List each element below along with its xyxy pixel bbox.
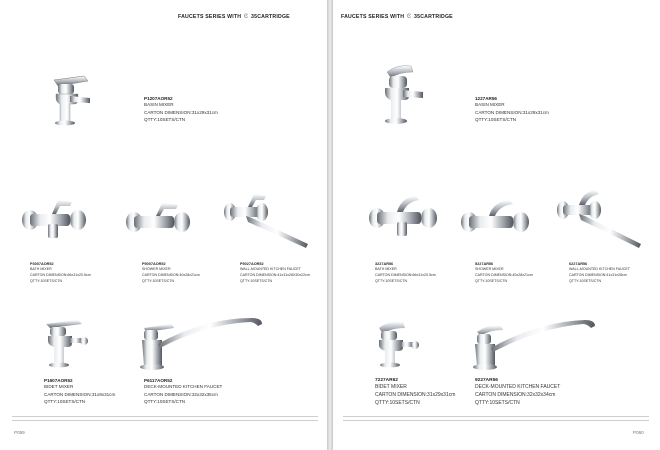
carton-dimension: CARTON DIMENSION:31x9x31cm: [44, 391, 116, 397]
product-code: 9227AR56: [475, 378, 498, 383]
quantity: QTTY:10SETS/CTN: [375, 279, 408, 283]
product-code: P5007AOR52: [142, 262, 166, 266]
product-wall-kitchen-faucet: [240, 262, 310, 284]
product-code: P5027AOR52: [240, 262, 264, 266]
footer-divider: [12, 416, 318, 417]
deck-kitchen-faucet-image: [467, 314, 601, 376]
bath-mixer-image: [367, 190, 445, 242]
footer-divider: [343, 416, 649, 417]
page-header: [178, 14, 290, 20]
carton-dimension: CARTON DIMENSION:66x31x20.5cm: [375, 273, 436, 277]
quantity: QTTY:10SETS/CTN: [142, 279, 175, 283]
product-basin-mixer: [475, 96, 549, 124]
page-number: P060: [633, 430, 644, 435]
footer-divider: [343, 420, 649, 421]
left-catalog-page: [0, 0, 327, 450]
product-code: 3227AR56: [375, 262, 394, 266]
bath-mixer-image: [20, 196, 94, 242]
bidet-mixer-image: [42, 316, 92, 372]
product-name: BATH MIXER: [30, 267, 52, 271]
product-bath-mixer: [375, 262, 436, 284]
header-prefix: FAUCETS SERIES WITH: [178, 14, 242, 20]
page-header: [341, 14, 453, 20]
product-code: P6117AOR52: [144, 378, 173, 383]
carton-dimension: CARTON DIMENSION:31x29x31cm: [475, 109, 549, 115]
carton-dimension: CARTON DIMENSION:32x32x34cm: [475, 392, 556, 399]
product-name: WALL-MOUNTED KITCHEN FAUCET: [569, 267, 630, 271]
quantity: QTTY:10SETS/CTN: [475, 279, 508, 283]
product-bidet-mixer: [375, 378, 455, 408]
basin-mixer-image: [377, 62, 429, 130]
basin-mixer-image: [48, 72, 96, 130]
product-code: P3007AOR52: [30, 262, 54, 266]
product-code: 7227AR62: [375, 378, 398, 383]
footer-divider: [12, 420, 318, 421]
quantity: QTTY:10SETS/CTN: [144, 399, 186, 404]
header-prefix: FAUCETS SERIES WITH: [341, 14, 405, 20]
product-wall-kitchen-faucet: [569, 262, 630, 284]
deck-kitchen-faucet-image: [134, 312, 268, 376]
quantity: QTTY:10SETS/CTN: [475, 400, 520, 407]
product-code: P1207AOR52: [144, 96, 173, 101]
product-deck-kitchen-faucet: [475, 378, 560, 408]
carton-dimension: CARTON DIMENSION:41x31x28cm: [569, 273, 627, 277]
quantity: QTTY:10SETS/CTN: [475, 117, 517, 122]
carton-dimension: CARTON DIMENSION:41x31x28X30x22cm: [240, 273, 310, 277]
copyright-c-icon: Ͼ: [406, 14, 412, 20]
product-name: BASIN MIXER: [475, 102, 505, 107]
bidet-mixer-image: [373, 318, 423, 372]
shower-mixer-image: [124, 198, 198, 242]
wall-kitchen-faucet-image: [222, 190, 314, 252]
carton-dimension: CARTON DIMENSION:40x28x21cm: [475, 273, 533, 277]
product-name: DECK-MOUNTED KITCHEN FAUCET: [475, 384, 561, 390]
wall-kitchen-faucet-image: [555, 186, 645, 252]
carton-dimension: CARTON DIMENSION:32x32x35cm: [144, 391, 218, 397]
right-catalog-page: [333, 0, 660, 450]
header-suffix: 35CARTRIDGE: [414, 14, 453, 20]
product-name: BIDET MIXER: [375, 384, 407, 390]
product-name: BIDET MIXER: [44, 384, 74, 389]
product-name: DECK-MOUNTED KITCHEN FAUCET: [144, 384, 223, 389]
page-number: P059: [14, 430, 25, 435]
quantity: QTTY:10SETS/CTN: [30, 279, 63, 283]
carton-dimension: CARTON DIMENSION:66x31x20.5cm: [30, 273, 91, 277]
product-name: WALL-MOUNTED KITCHEN FAUCET: [240, 267, 301, 271]
quantity: QTTY:10SETS/CTN: [144, 117, 186, 122]
quantity: QTTY:10SETS/CTN: [375, 400, 420, 407]
carton-dimension: CARTON DIMENSION:40x28x21cm: [142, 273, 200, 277]
product-basin-mixer: [144, 96, 218, 124]
quantity: QTTY:10SETS/CTN: [240, 279, 273, 283]
header-suffix: 35CARTRIDGE: [251, 14, 290, 20]
quantity: QTTY:10SETS/CTN: [44, 399, 86, 404]
product-deck-kitchen-faucet: [144, 378, 222, 406]
shower-mixer-image: [459, 196, 535, 242]
product-name: BATH MIXER: [375, 267, 397, 271]
product-code: 6227AR56: [569, 262, 588, 266]
carton-dimension: CARTON DIMENSION:31x29x31cm: [375, 392, 456, 399]
product-name: BASIN MIXER: [144, 102, 174, 107]
carton-dimension: CARTON DIMENSION:31x29x31cm: [144, 109, 218, 115]
product-bath-mixer: [30, 262, 91, 284]
product-code: P1607AOR52: [44, 378, 73, 383]
product-name: SHOWER MIXER: [475, 267, 504, 271]
product-shower-mixer: [142, 262, 200, 284]
product-name: SHOWER MIXER: [142, 267, 171, 271]
copyright-c-icon: Ͼ: [243, 14, 249, 20]
product-code: 5227AR56: [475, 262, 494, 266]
product-shower-mixer: [475, 262, 533, 284]
product-code: 1227AR56: [475, 96, 497, 101]
product-bidet-mixer: [44, 378, 115, 406]
quantity: QTTY:10SETS/CTN: [569, 279, 602, 283]
